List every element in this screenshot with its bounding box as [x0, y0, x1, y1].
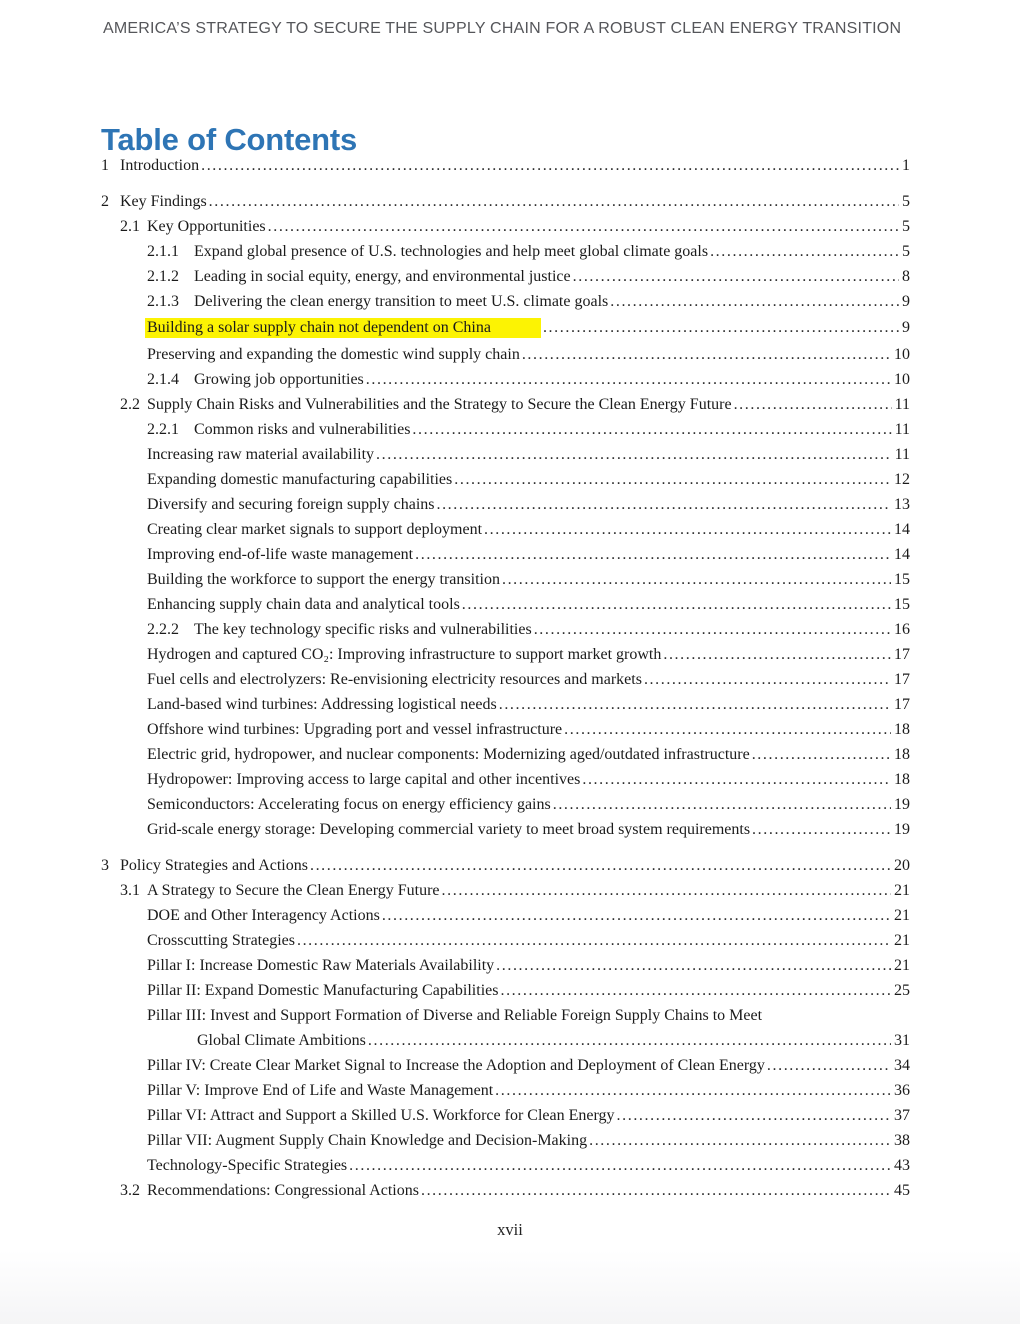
toc-entry-number: 2 — [101, 193, 109, 210]
toc-entry[interactable] — [101, 696, 910, 713]
toc-entry[interactable] — [101, 496, 910, 513]
toc-entry[interactable] — [101, 1057, 910, 1074]
toc-entry-page-number: 17 — [894, 671, 910, 688]
toc-leader-dots — [310, 857, 891, 874]
toc-entry[interactable] — [101, 318, 910, 338]
toc-entry[interactable] — [101, 771, 910, 788]
toc-entry-label: Key Findings — [120, 193, 207, 210]
toc-entry-number: 2.1.1 — [147, 243, 179, 260]
toc-entry[interactable] — [101, 882, 910, 899]
toc-leader-dots — [502, 571, 891, 588]
toc-entry-label: Improving end-of-life waste management — [147, 546, 414, 563]
toc-entry-label: Hydrogen and captured CO₂: Improving infrastructure to support market growth — [147, 646, 662, 663]
toc-entry-page-number: 21 — [894, 957, 910, 974]
toc-entry-page-number: 12 — [894, 471, 910, 488]
toc-entry-label: Grid-scale energy storage: Developing commercial variety to meet broad system requirements — [147, 821, 751, 838]
toc-entry-label: Crosscutting Strategies — [147, 932, 295, 949]
toc-entry-number: 2.2.1 — [147, 421, 179, 438]
toc-entry-page-number: 38 — [894, 1132, 910, 1149]
toc-entry[interactable] — [101, 1082, 910, 1099]
toc-entry[interactable] — [101, 346, 910, 363]
toc-leader-dots — [610, 293, 899, 310]
toc-leader-dots — [644, 671, 891, 688]
toc-entry-label: Electric grid, hydropower, and nuclear components: Modernizing aged/outdated infrastructure — [147, 746, 750, 763]
toc-leader-dots — [442, 882, 891, 899]
toc-entry-number: 2.1.4 — [147, 371, 179, 388]
toc-leader-dots — [436, 496, 891, 513]
toc-entry-label: Increasing raw material availability — [147, 446, 375, 463]
toc-entry-label: Technology-Specific Strategies — [147, 1157, 348, 1174]
toc-entry[interactable] — [101, 546, 910, 563]
toc-entry-label: Preserving and expanding the domestic wind supply chain — [147, 346, 520, 363]
toc-leader-dots — [734, 396, 892, 413]
toc-entry-label: Common risks and vulnerabilities — [194, 421, 411, 438]
toc-entry-label: Pillar IV: Create Clear Market Signal to Increase the Adoption and Deployment of Clean Energy — [147, 1057, 765, 1074]
toc-entry[interactable] — [101, 471, 910, 488]
toc-leader-dots — [564, 721, 891, 738]
toc-leader-dots — [412, 421, 891, 438]
toc-entry-label: Diversify and securing foreign supply chains — [147, 496, 435, 513]
toc-entry[interactable] — [101, 193, 910, 210]
toc-leader-dots — [663, 646, 891, 663]
toc-entry-page-number: 34 — [894, 1057, 910, 1074]
toc-leader-dots — [500, 982, 891, 999]
toc-entry-page-number: 15 — [894, 596, 910, 613]
toc-entry-label: Delivering the clean energy transition to meet U.S. climate goals — [194, 293, 609, 310]
toc-entry-page-number: 1 — [902, 157, 910, 174]
toc-entry-page-number: 18 — [894, 771, 910, 788]
toc-entry-number: 2.2.2 — [147, 621, 179, 638]
toc-leader-dots — [415, 546, 891, 563]
toc-leader-dots — [582, 771, 891, 788]
toc-entry-page-number: 31 — [894, 1032, 910, 1049]
toc-entry-label: DOE and Other Interagency Actions — [147, 907, 380, 924]
toc-entry[interactable] — [101, 157, 910, 174]
toc-leader-dots — [752, 821, 891, 838]
toc-entry-label: Pillar VII: Augment Supply Chain Knowledge and Decision-Making — [147, 1132, 588, 1149]
toc-leader-dots — [297, 932, 891, 949]
toc-entry[interactable] — [101, 571, 910, 588]
toc-leader-dots — [454, 471, 891, 488]
toc-entry[interactable] — [101, 596, 910, 613]
toc-entry-page-number: 21 — [894, 932, 910, 949]
page-title: Table of Contents — [101, 121, 358, 157]
toc-entry[interactable] — [101, 396, 910, 413]
toc-entry-number: 2.1.3 — [147, 293, 179, 310]
toc-entry-page-number: 20 — [894, 857, 910, 874]
toc-entry-page-number: 19 — [894, 821, 910, 838]
toc-leader-dots — [573, 268, 899, 285]
toc-entry-label: Leading in social equity, energy, and environmental justice — [194, 268, 571, 285]
toc-entry-page-number: 9 — [902, 293, 910, 310]
toc-entry[interactable] — [101, 721, 910, 738]
toc-entry[interactable] — [101, 1182, 910, 1199]
toc-entry[interactable] — [101, 446, 910, 463]
toc-entry-label: Building a solar supply chain not dependent on China — [145, 318, 541, 338]
toc-entry[interactable] — [101, 746, 910, 763]
toc-entry-label: Policy Strategies and Actions — [120, 857, 308, 874]
toc-entry-label: Building the workforce to support the energy transition — [147, 571, 500, 588]
toc-entry-number: 2.1.2 — [147, 268, 179, 285]
toc-leader-dots — [484, 521, 891, 538]
toc-entry-page-number: 18 — [894, 721, 910, 738]
toc-entry-page-number: 5 — [902, 243, 910, 260]
toc-leader-dots — [421, 1182, 891, 1199]
toc-entry-page-number: 5 — [902, 193, 910, 210]
toc-entry[interactable] — [101, 796, 910, 813]
toc-leader-dots — [495, 1082, 891, 1099]
toc-entry-page-number: 18 — [894, 746, 910, 763]
toc-entry-label: Hydropower: Improving access to large capital and other incentives — [147, 771, 581, 788]
toc-entry[interactable] — [101, 957, 910, 974]
toc-entry-label: Expanding domestic manufacturing capabilities — [147, 471, 453, 488]
toc-entry-page-number: 43 — [894, 1157, 910, 1174]
toc-entry[interactable] — [101, 1157, 910, 1174]
toc-leader-dots — [462, 596, 891, 613]
toc-entry[interactable] — [101, 671, 910, 688]
toc-leader-dots — [496, 957, 891, 974]
toc-entry-page-number: 37 — [894, 1107, 910, 1124]
toc-entry-label: Key Opportunities — [147, 218, 266, 235]
toc-entry-label: Semiconductors: Accelerating focus on energy efficiency gains — [147, 796, 551, 813]
toc-entry-label: Enhancing supply chain data and analytical tools — [147, 596, 460, 613]
toc-leader-dots — [209, 193, 899, 210]
toc-entry[interactable] — [101, 1107, 910, 1124]
toc-entry[interactable] — [101, 982, 910, 999]
toc-leader-dots — [710, 243, 899, 260]
toc-entry-label: Expand global presence of U.S. technologies and help meet global climate goals — [194, 243, 709, 260]
toc-entry-page-number: 19 — [894, 796, 910, 813]
toc-entry-page-number: 10 — [894, 371, 910, 388]
toc-entry-label: A Strategy to Secure the Clean Energy Future — [147, 882, 440, 899]
toc-entry[interactable] — [101, 1132, 910, 1149]
toc-entry-label: Pillar I: Increase Domestic Raw Materials Availability — [147, 957, 495, 974]
toc-entry[interactable] — [101, 857, 910, 874]
toc-leader-dots — [366, 371, 891, 388]
toc-entry[interactable] — [101, 621, 910, 638]
toc-entry[interactable] — [101, 293, 910, 310]
toc-entry-number: 3.1 — [120, 882, 140, 899]
toc-entry[interactable] — [101, 646, 910, 663]
toc-entry-page-number: 14 — [894, 546, 910, 563]
toc-entry[interactable] — [101, 907, 910, 924]
toc-leader-dots — [534, 621, 891, 638]
toc-entry-label: Pillar III: Invest and Support Formation of Diverse and Reliable Foreign Supply Chains to Meet — [147, 1007, 763, 1024]
toc-entry-page-number: 9 — [902, 319, 910, 336]
toc-entry-page-number: 10 — [894, 346, 910, 363]
toc-entry[interactable] — [101, 218, 910, 235]
footer-page-number: xvii — [497, 1220, 523, 1239]
toc-entry-number: 3.2 — [120, 1182, 140, 1199]
toc-leader-dots — [368, 1032, 891, 1049]
toc-entry-page-number: 21 — [894, 907, 910, 924]
toc-leader-dots — [376, 446, 892, 463]
toc-entry[interactable] — [101, 243, 910, 260]
toc-leader-dots — [201, 157, 899, 174]
toc-entry-label: Recommendations: Congressional Actions — [147, 1182, 419, 1199]
toc-entry-page-number: 45 — [894, 1182, 910, 1199]
toc-entry-page-number: 11 — [894, 446, 910, 463]
toc-entry-page-number: 8 — [902, 268, 910, 285]
toc-leader-dots — [349, 1157, 891, 1174]
toc-entry-label: The key technology specific risks and vulnerabilities — [194, 621, 532, 638]
running-header: AMERICA’S STRATEGY TO SECURE THE SUPPLY CHAIN FOR A ROBUST CLEAN ENERGY TRANSITION — [103, 20, 902, 37]
toc-entry-page-number: 21 — [894, 882, 910, 899]
toc-leader-dots — [499, 696, 891, 713]
toc-entry-page-number: 5 — [902, 218, 910, 235]
toc-entry-page-number: 14 — [894, 521, 910, 538]
toc-entry-label: Creating clear market signals to support deployment — [147, 521, 483, 538]
toc-entry-page-number: 13 — [894, 496, 910, 513]
toc-leader-dots — [543, 319, 899, 336]
toc-leader-dots — [268, 218, 899, 235]
toc-entry-label: Offshore wind turbines: Upgrading port and vessel infrastructure — [147, 721, 563, 738]
toc-entry-label: Pillar VI: Attract and Support a Skilled U.S. Workforce for Clean Energy — [147, 1107, 615, 1124]
toc-leader-dots — [752, 746, 891, 763]
toc-entry-label: Global Climate Ambitions — [197, 1032, 366, 1049]
toc-entry-label: Growing job opportunities — [194, 371, 364, 388]
toc-entry-number: 2.2 — [120, 396, 140, 413]
toc-entry-label: Pillar II: Expand Domestic Manufacturing Capabilities — [147, 982, 499, 999]
toc-entry[interactable] — [101, 1032, 910, 1049]
toc-leader-dots — [767, 1057, 891, 1074]
toc-entry-page-number: 11 — [894, 421, 910, 438]
toc-entry-number: 1 — [101, 157, 109, 174]
toc-entry[interactable] — [101, 371, 910, 388]
toc-entry-page-number: 17 — [894, 696, 910, 713]
toc-entry-number: 2.1 — [120, 218, 140, 235]
toc-entry[interactable] — [101, 1007, 910, 1024]
toc-entry-page-number: 17 — [894, 646, 910, 663]
toc-leader-dots — [617, 1107, 891, 1124]
toc-entry[interactable] — [101, 421, 910, 438]
toc-entry-page-number: 16 — [894, 621, 910, 638]
toc-entry-label: Introduction — [120, 157, 200, 174]
toc-leader-dots — [589, 1132, 891, 1149]
toc-entry-page-number: 36 — [894, 1082, 910, 1099]
toc-list — [101, 157, 910, 1199]
toc-leader-dots — [553, 796, 891, 813]
toc-entry-number: 3 — [101, 857, 109, 874]
toc-entry[interactable] — [101, 268, 910, 285]
toc-entry-page-number: 11 — [894, 396, 910, 413]
toc-entry-label: Land-based wind turbines: Addressing logistical needs — [147, 696, 497, 713]
toc-entry-label: Pillar V: Improve End of Life and Waste Management — [147, 1082, 494, 1099]
toc-entry-page-number: 25 — [894, 982, 910, 999]
toc-entry-page-number: 15 — [894, 571, 910, 588]
toc-entry-label: Fuel cells and electrolyzers: Re-envisioning electricity resources and markets — [147, 671, 642, 688]
toc-entry[interactable] — [101, 821, 910, 838]
toc-entry[interactable] — [101, 521, 910, 538]
toc-leader-dots — [522, 346, 891, 363]
toc-entry[interactable] — [101, 932, 910, 949]
toc-leader-dots — [382, 907, 891, 924]
toc-entry-label: Supply Chain Risks and Vulnerabilities and the Strategy to Secure the Clean Energy Future — [147, 396, 732, 413]
